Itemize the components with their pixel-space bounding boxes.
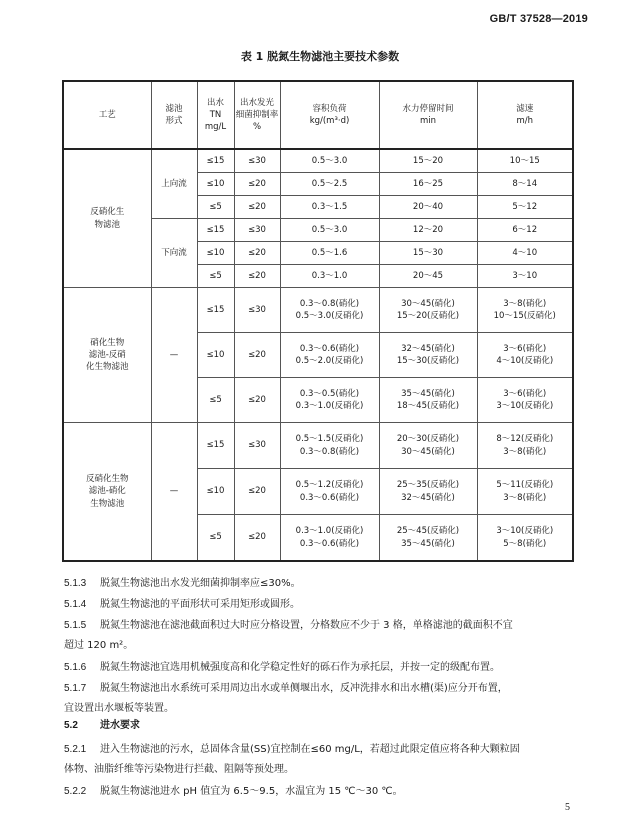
speed-cell: 5～12 <box>477 196 573 219</box>
load-cell: 0.5～2.5 <box>280 173 379 196</box>
hrt-cell: 16～25 <box>379 173 477 196</box>
header-volume-load: 容积负荷 kg/(m³·d) <box>280 81 379 149</box>
hrt-cell: 15～30 <box>379 242 477 265</box>
process-cell: 硝化生物 滤池-反硝 化生物滤池 <box>63 288 151 423</box>
hrt-cell: 35～45(硝化) 18～45(反硝化) <box>379 378 477 423</box>
filter-form-cell: — <box>151 288 197 423</box>
speed-cell: 8～14 <box>477 173 573 196</box>
inhibition-cell: ≤30 <box>234 423 280 469</box>
tn-cell: ≤15 <box>197 423 234 469</box>
header-filter-speed: 滤速 m/h <box>477 81 573 149</box>
speed-cell: 3～6(硝化) 4～10(反硝化) <box>477 333 573 378</box>
inhibition-cell: ≤20 <box>234 378 280 423</box>
speed-cell: 3～8(硝化) 10～15(反硝化) <box>477 288 573 333</box>
speed-cell: 3～10 <box>477 265 573 288</box>
table-title: 表 1 脱氮生物滤池主要技术参数 <box>240 50 400 63</box>
tn-cell: ≤10 <box>197 242 234 265</box>
header-effluent-tn: 出水 TN mg/L <box>197 81 234 149</box>
table-row <box>63 288 573 333</box>
process-cell: 反硝化生 物滤池 <box>63 149 151 288</box>
page-number: 5 <box>565 802 570 813</box>
hrt-cell: 20～45 <box>379 265 477 288</box>
tn-cell: ≤10 <box>197 469 234 515</box>
clause-5-1-3: 5.1.3 脱氮生物滤池出水发光细菌抑制率应≤30%。 <box>64 578 301 589</box>
process-cell: 反硝化生物 滤池-硝化 生物滤池 <box>63 423 151 562</box>
load-cell: 0.3～0.5(硝化) 0.3～1.0(反硝化) <box>280 378 379 423</box>
filter-form-cell: 上向流 <box>151 149 197 219</box>
load-cell: 0.3～1.5 <box>280 196 379 219</box>
section-heading-5-2: 5.2 进水要求 <box>64 720 140 731</box>
inhibition-cell: ≤20 <box>234 515 280 562</box>
inhibition-cell: ≤20 <box>234 333 280 378</box>
inhibition-cell: ≤30 <box>234 219 280 242</box>
speed-cell: 4～10 <box>477 242 573 265</box>
clause-5-1-6: 5.1.6 脱氮生物滤池宜选用机械强度高和化学稳定性好的砾石作为承托层，并按一定的级配布置。 <box>64 662 500 673</box>
load-cell: 0.5～1.6 <box>280 242 379 265</box>
load-cell: 0.3～0.6(硝化) 0.5～2.0(反硝化) <box>280 333 379 378</box>
header-process: 工艺 <box>63 81 151 149</box>
hrt-cell: 15～20 <box>379 149 477 173</box>
hrt-cell: 20～40 <box>379 196 477 219</box>
clause-5-2-2: 5.2.2 脱氮生物滤池进水 pH 值宜为 6.5～9.5，水温宜为 15 ℃～30 ℃。 <box>64 786 403 797</box>
speed-cell: 6～12 <box>477 219 573 242</box>
hrt-cell: 30～45(硝化) 15～20(反硝化) <box>379 288 477 333</box>
tn-cell: ≤5 <box>197 196 234 219</box>
clause-5-1-5: 5.1.5 脱氮生物滤池在滤池截面积过大时应分格设置，分格数应不少于 3 格，单格滤池的截面积不宜 超过 120 m²。 <box>64 620 513 651</box>
inhibition-cell: ≤20 <box>234 265 280 288</box>
inhibition-cell: ≤30 <box>234 288 280 333</box>
parameters-table <box>62 80 574 562</box>
speed-cell: 5～11(反硝化) 3～8(硝化) <box>477 469 573 515</box>
tn-cell: ≤5 <box>197 265 234 288</box>
clause-5-1-7: 5.1.7 脱氮生物滤池出水系统可采用周边出水或单侧堰出水，反冲洗排水和出水槽(渠)应分开布置， 宜设置出水堰板等装置。 <box>64 683 508 714</box>
table-header-row <box>63 81 573 149</box>
tn-cell: ≤15 <box>197 288 234 333</box>
filter-form-cell: — <box>151 423 197 562</box>
load-cell: 0.5～3.0 <box>280 219 379 242</box>
header-filter-form: 滤池 形式 <box>151 81 197 149</box>
standard-code: GB/T 37528—2019 <box>489 13 588 25</box>
tn-cell: ≤5 <box>197 515 234 562</box>
load-cell: 0.3～1.0 <box>280 265 379 288</box>
clause-5-1-4: 5.1.4 脱氮生物滤池的平面形状可采用矩形或圆形。 <box>64 599 300 610</box>
speed-cell: 3～6(硝化) 3～10(反硝化) <box>477 378 573 423</box>
clause-5-2-1: 5.2.1 进入生物滤池的污水，总固体含量(SS)宜控制在≤60 mg/L，若超过此限定值应将各种大颗粒固 体物、油脂纤维等污染物进行拦截、阻隔等预处理。 <box>64 744 520 775</box>
inhibition-cell: ≤30 <box>234 149 280 173</box>
table-row <box>63 423 573 469</box>
inhibition-cell: ≤20 <box>234 469 280 515</box>
tn-cell: ≤10 <box>197 173 234 196</box>
tn-cell: ≤5 <box>197 378 234 423</box>
speed-cell: 10～15 <box>477 149 573 173</box>
table-row <box>63 149 573 173</box>
header-inhibition: 出水发光 细菌抑制率 % <box>234 81 280 149</box>
inhibition-cell: ≤20 <box>234 242 280 265</box>
load-cell: 0.3～0.8(硝化) 0.5～3.0(反硝化) <box>280 288 379 333</box>
load-cell: 0.5～1.5(反硝化) 0.3～0.8(硝化) <box>280 423 379 469</box>
inhibition-cell: ≤20 <box>234 173 280 196</box>
speed-cell: 3～10(反硝化) 5～8(硝化) <box>477 515 573 562</box>
hrt-cell: 32～45(硝化) 15～30(反硝化) <box>379 333 477 378</box>
load-cell: 0.3～1.0(反硝化) 0.3～0.6(硝化) <box>280 515 379 562</box>
speed-cell: 8～12(反硝化) 3～8(硝化) <box>477 423 573 469</box>
tn-cell: ≤15 <box>197 219 234 242</box>
hrt-cell: 20～30(反硝化) 30～45(硝化) <box>379 423 477 469</box>
hrt-cell: 25～45(反硝化) 35～45(硝化) <box>379 515 477 562</box>
load-cell: 0.5～1.2(反硝化) 0.3～0.6(硝化) <box>280 469 379 515</box>
tn-cell: ≤15 <box>197 149 234 173</box>
tn-cell: ≤10 <box>197 333 234 378</box>
header-hrt: 水力停留时间 min <box>379 81 477 149</box>
filter-form-cell: 下向流 <box>151 219 197 288</box>
inhibition-cell: ≤20 <box>234 196 280 219</box>
hrt-cell: 25～35(反硝化) 32～45(硝化) <box>379 469 477 515</box>
load-cell: 0.5～3.0 <box>280 149 379 173</box>
hrt-cell: 12～20 <box>379 219 477 242</box>
